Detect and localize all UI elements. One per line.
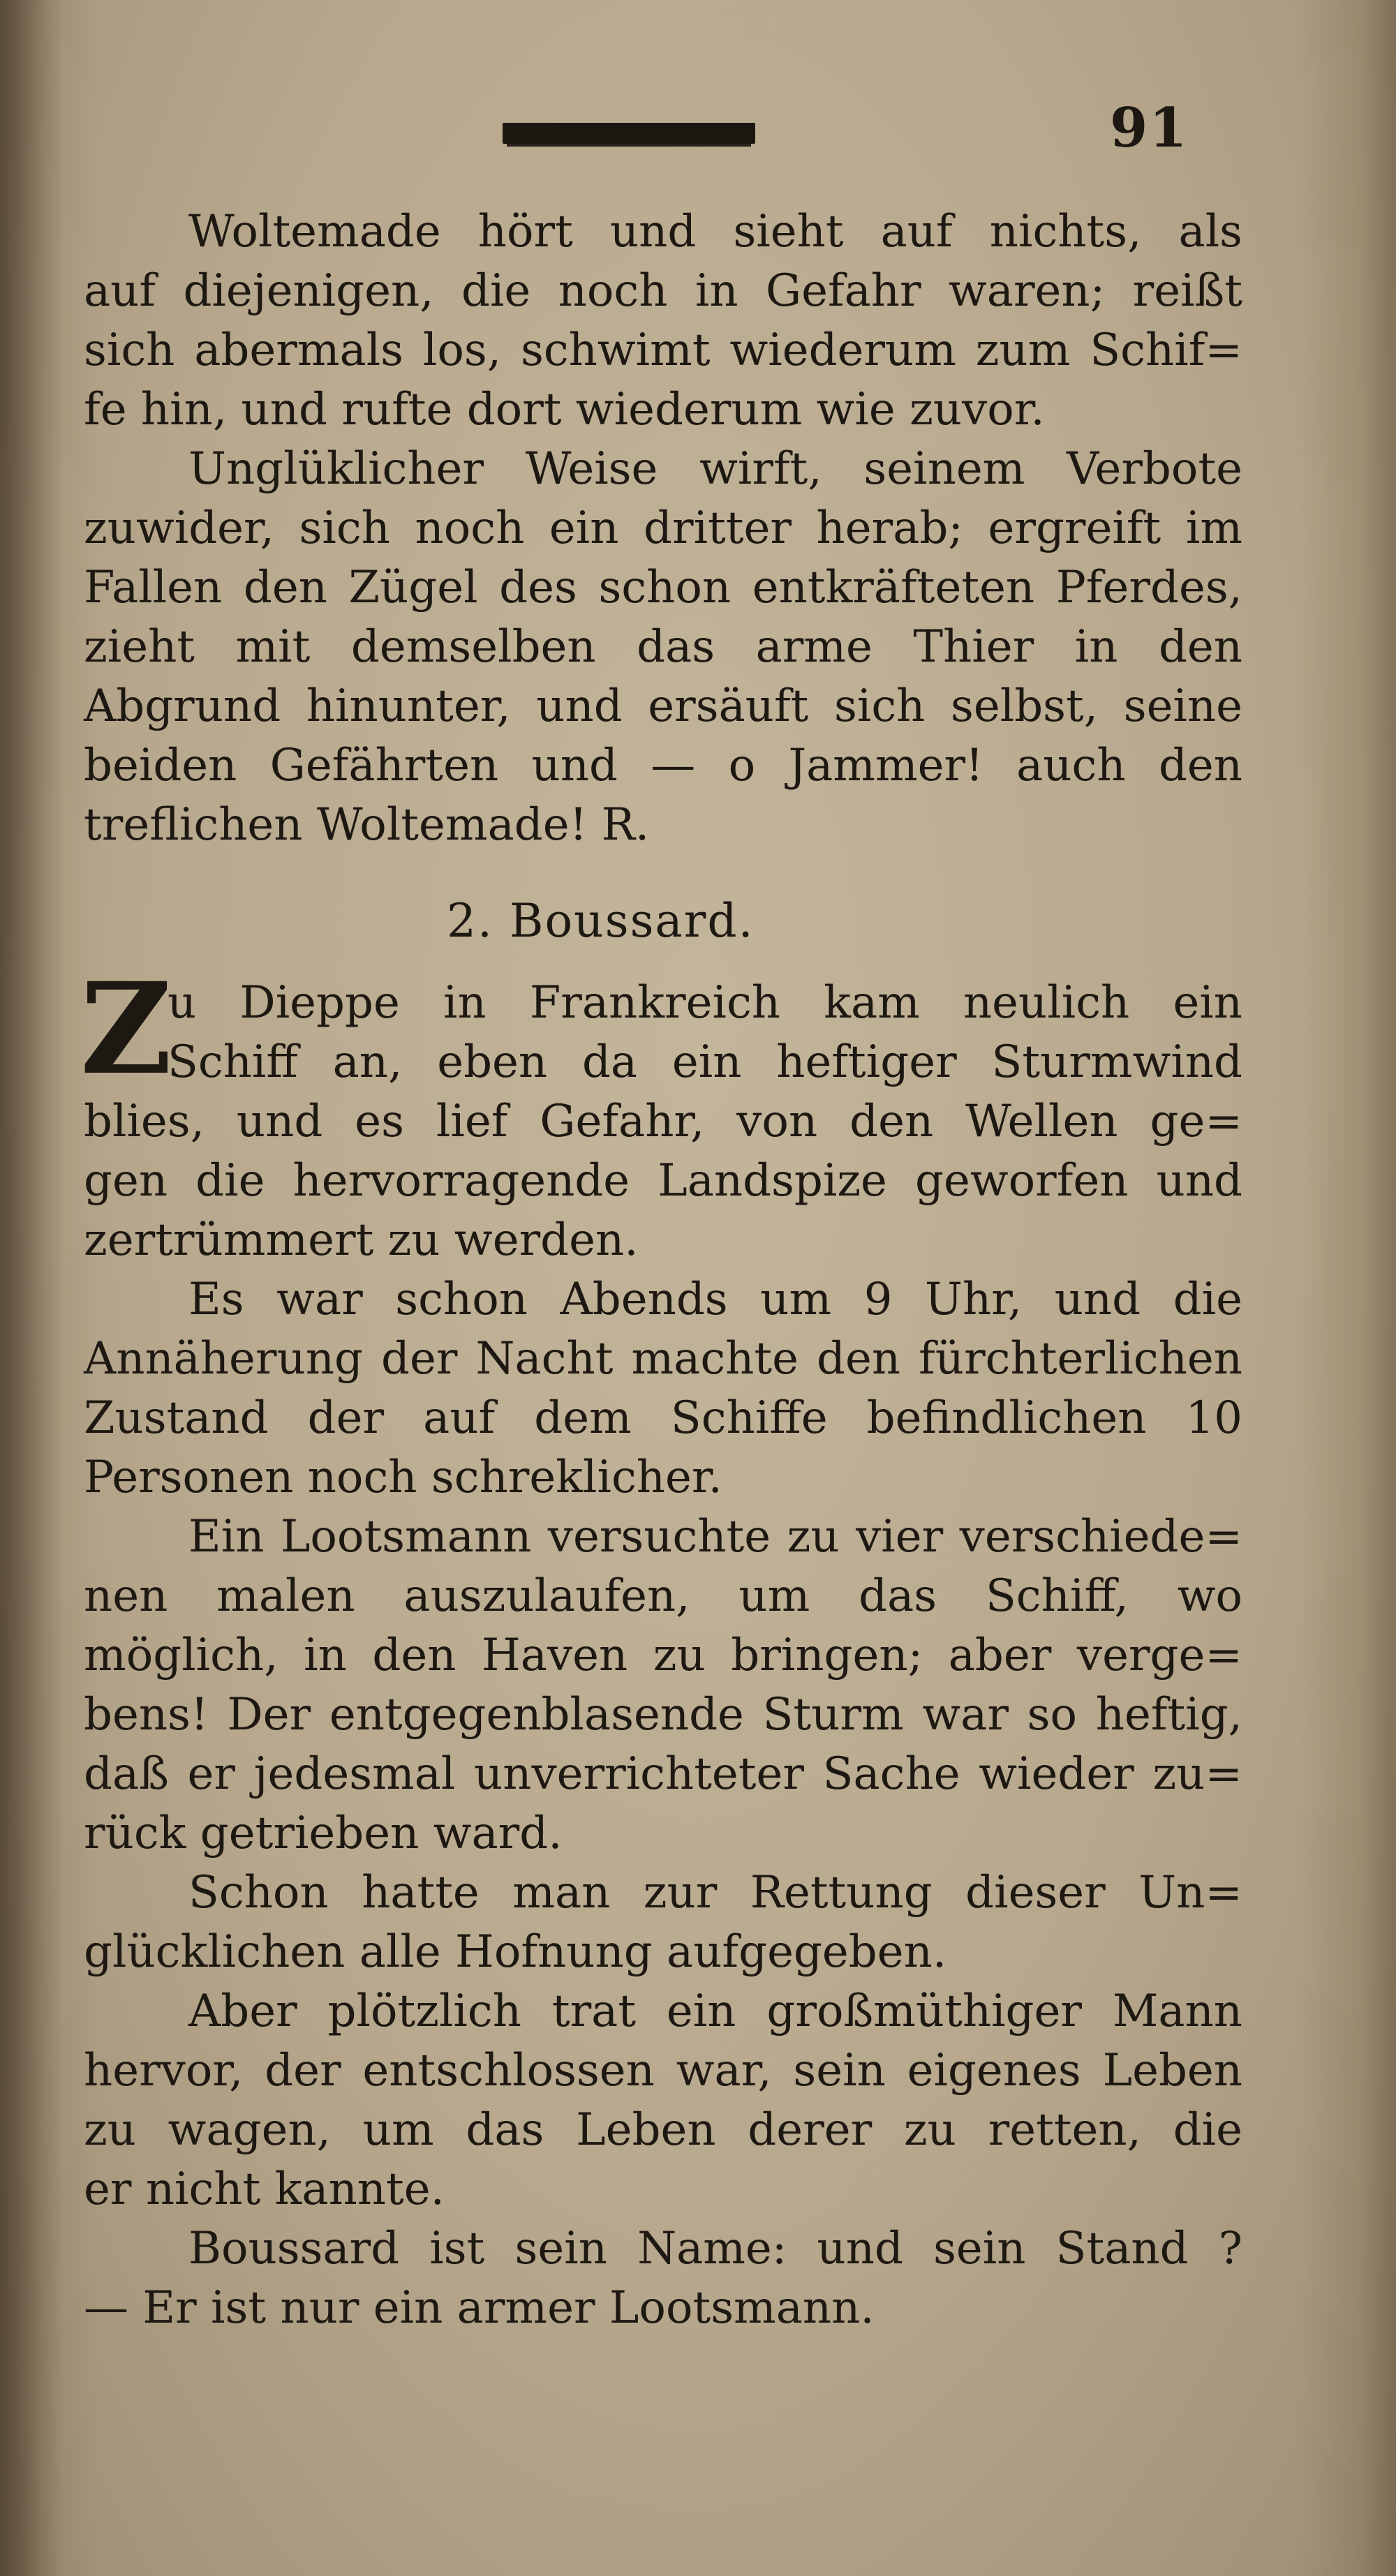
text-line-content: daß er jedesmal unverrichteter Sache wieder zu= [84,1748,1242,1800]
spine-shadow [0,0,63,2576]
text-line-content: er nicht kannte. [84,2164,445,2215]
paragraph [84,1270,1242,1507]
section-title: 2. Boussard. [447,894,755,948]
paragraph [84,1863,1242,1982]
text-line [84,1152,1242,1211]
text-line [84,1745,1242,1804]
text-line-content: hervor, der entschlossen war, sein eigenes Leben [84,2045,1242,2097]
paragraph [84,440,1242,855]
text-line [84,1330,1242,1389]
text-line [84,2219,1242,2279]
text-line-content: Fallen den Zügel des schon entkräfteten Pferdes, [84,562,1242,613]
text-line-content: u Dieppe in Frankreich kam neulich ein [168,977,1242,1029]
text-line-content: Unglüklicher Weise wirft, seinem Verbote [188,443,1242,495]
paragraph [80,955,1242,1270]
text-line-content: — Er ist nur ein armer Lootsmann. [84,2282,875,2334]
paragraph [84,1507,1242,1863]
text-line [84,1092,1242,1152]
text-line [84,1804,1242,1863]
text-line [84,1211,1242,1270]
text-line [84,202,1242,262]
text-line-content: glücklichen alle Hofnung aufgegeben. [84,1926,947,1978]
text-line [84,677,1242,736]
text-line [84,558,1242,618]
text-line [84,2279,1242,2338]
text-line-content: zuwider, sich noch ein dritter herab; ergreift im [84,502,1242,554]
text-line-content: Personen noch schreklicher. [84,1452,722,1503]
text-line-content: nen malen auszulaufen, um das Schiff, wo [84,1570,1242,1622]
text-line [84,440,1242,499]
text-line [84,1389,1242,1448]
text-line [84,1685,1242,1745]
text-line [84,736,1242,796]
text-line-content: Zustand der auf dem Schiffe befindlichen 10 [84,1392,1242,1444]
text-line [84,1567,1242,1626]
text-line-content: möglich, in den Haven zu bringen; aber verge= [84,1630,1242,1681]
text-line [84,380,1242,440]
text-line [84,1270,1242,1330]
text-line-content: Boussard ist sein Name: und sein Stand ? [188,2223,1242,2275]
text-line [84,618,1242,677]
paragraph [84,202,1242,440]
text-line [84,796,1242,855]
text-line-content: Schiff an, eben da ein heftiger Sturmwind [168,1036,1242,1088]
top-paragraphs [84,202,1242,855]
text-line-content: Schon hatte man zur Rettung dieser Un= [188,1867,1242,1919]
text-line-content: auf diejenigen, die noch in Gefahr waren; reißt [84,265,1242,317]
text-line-content: Ein Lootsmann versuchte zu vier verschiede= [188,1511,1242,1563]
text-line-content: blies, und es lief Gefahr, von den Wellen ge= [84,1096,1242,1147]
text-line [84,1863,1242,1923]
text-line-content: fe hin, und rufte dort wiederum wie zuvor. [84,384,1045,435]
text-line-content: zieht mit demselben das arme Thier in den [84,621,1242,673]
text-line [84,1982,1242,2041]
text-line-content: zertrümmert zu werden. [84,1214,639,1266]
text-line-content: gen die hervorragende Landspize geworfen und [84,1155,1242,1207]
text-block [80,202,1242,2338]
text-line-content: Abgrund hinunter, und ersäuft sich selbst, seine [84,680,1242,732]
text-line-content: sich abermals los, schwimt wiederum zum Schif= [84,325,1242,376]
text-line-content: treflichen Woltemade! R. [84,799,650,851]
text-line [84,1923,1242,1982]
text-line-content: Aber plötzlich trat ein großmüthiger Mann [188,1986,1242,2037]
header-rule [503,123,755,144]
text-line [84,1626,1242,1685]
text-line-content: beiden Gefährten und — o Jammer! auch den [84,740,1242,791]
paragraph [84,1982,1242,2219]
page-number: 91 [1110,96,1189,160]
text-line [84,2160,1242,2219]
paragraph [84,2219,1242,2338]
text-line-content: Es war schon Abends um 9 Uhr, und die [188,1274,1242,1325]
text-line [84,2101,1242,2160]
text-line [84,499,1242,558]
text-line [84,2041,1242,2101]
text-line [84,262,1242,321]
text-line-content: zu wagen, um das Leben derer zu retten, die [84,2104,1242,2156]
text-line [84,321,1242,380]
text-line-content: Woltemade hört und sieht auf nichts, als [188,206,1242,258]
text-line-content: Annäherung der Nacht machte den fürchterlichen [84,1333,1242,1385]
text-line [84,1033,1242,1092]
text-line-content: bens! Der entgegenblasende Sturm war so heftig, [84,1689,1242,1741]
drop-cap: Z [80,955,172,1103]
text-line [84,1507,1242,1567]
text-line [84,1448,1242,1507]
text-line-content: rück getrieben ward. [84,1808,563,1859]
bottom-paragraphs [80,955,1242,2338]
